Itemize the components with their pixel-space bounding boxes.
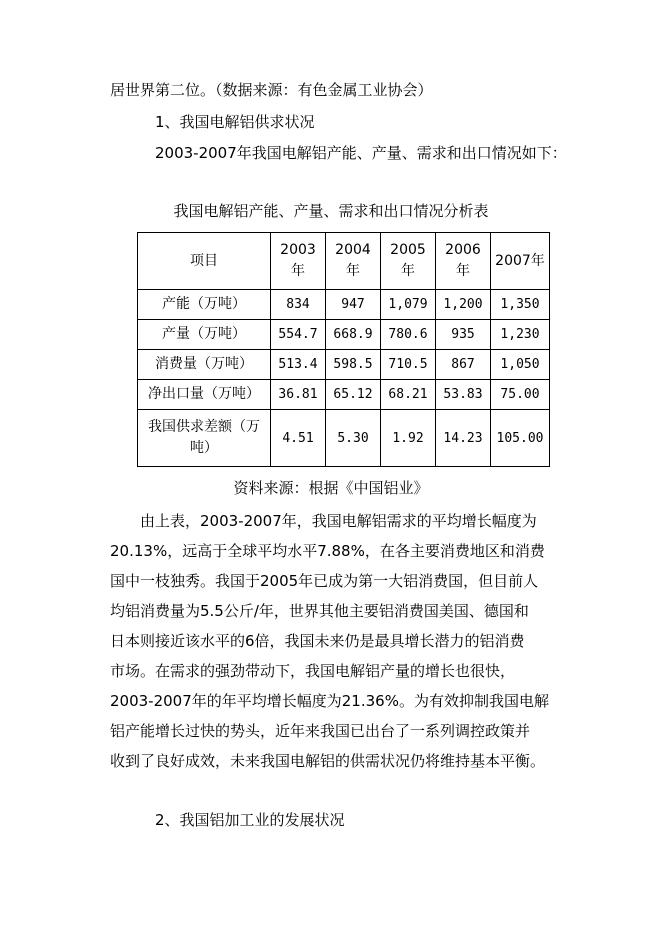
row-label: 净出口量（万吨） <box>138 380 271 410</box>
table-caption: 我国电解铝产能、产量、需求和出口情况分析表 <box>173 202 489 220</box>
cell: 65.12 <box>326 380 381 410</box>
cell: 68.21 <box>381 380 436 410</box>
year-suffix: 年 <box>401 263 415 279</box>
row-label: 消费量（万吨） <box>138 350 271 380</box>
cell: 1,050 <box>491 350 550 380</box>
section1-heading: 1、我国电解铝供求状况 <box>155 113 315 131</box>
table-row <box>138 290 550 320</box>
row-label-line1: 我国供求差额（万 <box>148 419 260 435</box>
body-line: 日本则接近该水平的6倍，我国未来仍是最具增长潜力的铝消费 <box>110 632 525 650</box>
year-number: 2006 <box>445 242 481 258</box>
body-line: 市场。在需求的强劲带动下，我国电解铝产量的增长也很快， <box>110 662 516 680</box>
header-year-last: 2007年 <box>491 233 550 290</box>
body-line: 由上表，2003-2007年，我国电解铝需求的平均增长幅度为 <box>110 512 537 530</box>
year-suffix: 年 <box>291 263 305 279</box>
row-label: 产量（万吨） <box>138 320 271 350</box>
cell: 1,200 <box>436 290 491 320</box>
table-row <box>138 410 550 467</box>
body-line: 20.13%，远高于全球平均水平7.88%，在各主要消费地区和消费 <box>110 542 545 560</box>
table-source: 资料来源：根据《中国铝业》 <box>233 479 429 497</box>
cell: 14.23 <box>436 410 491 467</box>
year-number: 2004 <box>335 242 371 258</box>
cell: 5.30 <box>326 410 381 467</box>
section2-heading: 2、我国铝加工业的发展状况 <box>155 811 345 829</box>
header-year <box>436 233 491 290</box>
year-suffix: 年 <box>346 263 360 279</box>
cell: 36.81 <box>271 380 326 410</box>
table-row <box>138 320 550 350</box>
table-row <box>138 350 550 380</box>
cell: 1,230 <box>491 320 550 350</box>
cell: 105.00 <box>491 410 550 467</box>
cell: 947 <box>326 290 381 320</box>
cell: 4.51 <box>271 410 326 467</box>
year-number: 2003 <box>280 242 316 258</box>
table-row <box>138 380 550 410</box>
header-item: 项目 <box>138 233 271 290</box>
cell: 53.83 <box>436 380 491 410</box>
cell: 513.4 <box>271 350 326 380</box>
header-year <box>271 233 326 290</box>
body-line: 收到了良好成效，未来我国电解铝的供需状况仍将维持基本平衡。 <box>110 752 546 770</box>
data-table <box>137 232 550 467</box>
cell: 935 <box>436 320 491 350</box>
body-line: 铝产能增长过快的势头，近年来我国已出台了一系列调控政策并 <box>110 722 531 740</box>
body-line: 2003-2007年的年平均增长幅度为21.36%。为有效抑制我国电解 <box>110 692 549 710</box>
cell: 780.6 <box>381 320 436 350</box>
row-label: 产能（万吨） <box>138 290 271 320</box>
cell: 867 <box>436 350 491 380</box>
cell: 598.5 <box>326 350 381 380</box>
header-year <box>381 233 436 290</box>
cell: 554.7 <box>271 320 326 350</box>
intro-line: 2003-2007年我国电解铝产能、产量、需求和出口情况如下： <box>155 144 567 162</box>
row-label-line2: 吨） <box>190 440 218 456</box>
cell: 668.9 <box>326 320 381 350</box>
body-line: 均铝消费量为5.5公斤/年，世界其他主要铝消费国美国、德国和 <box>110 602 529 620</box>
cell: 1,350 <box>491 290 550 320</box>
header-year <box>326 233 381 290</box>
cell: 75.00 <box>491 380 550 410</box>
cell: 1,079 <box>381 290 436 320</box>
row-label <box>138 410 271 467</box>
year-suffix: 年 <box>456 263 470 279</box>
year-number: 2005 <box>390 242 426 258</box>
cell: 1.92 <box>381 410 436 467</box>
cell: 834 <box>271 290 326 320</box>
table-header-row <box>138 233 550 290</box>
cell: 710.5 <box>381 350 436 380</box>
paragraph-top: 居世界第二位。（数据来源：有色金属工业协会） <box>110 81 433 99</box>
body-line: 国中一枝独秀。我国于2005年已成为第一大铝消费国，但目前人 <box>110 572 539 590</box>
